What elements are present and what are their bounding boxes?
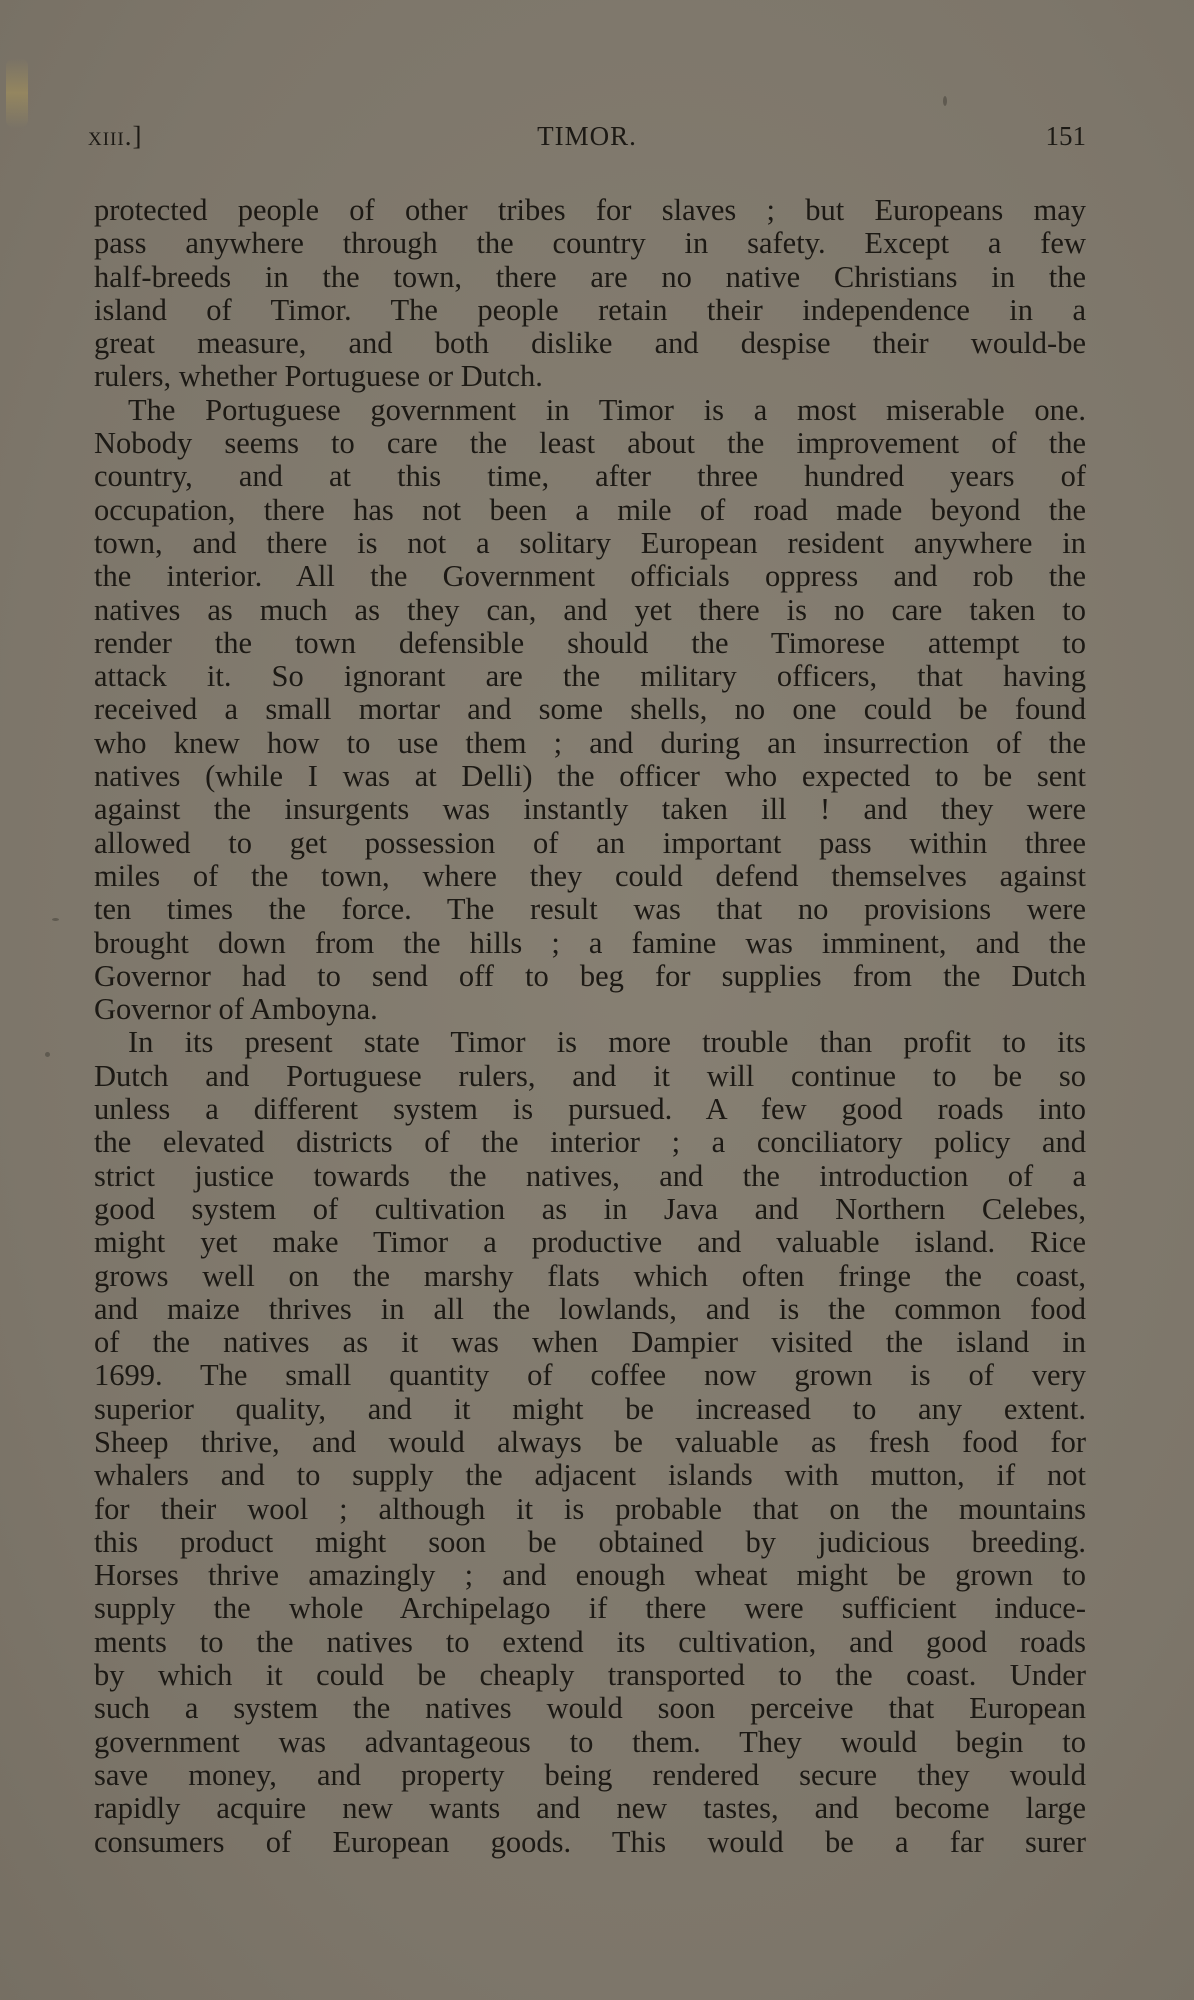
- text-line: this product might soon be obtained by judicious breeding.: [94, 1524, 1086, 1559]
- page-edge-stain: [6, 58, 28, 128]
- text-line: unless a different system is pursued. A few good roads into: [94, 1092, 1086, 1127]
- text-line: town, and there is not a solitary European resident anywhere in: [94, 525, 1086, 560]
- running-title: TIMOR.: [537, 121, 637, 151]
- text-line: consumers of European goods. This would be a far surer: [94, 1824, 1086, 1859]
- text-line: supply the whole Archipelago if there were sufficient induce-: [94, 1591, 1086, 1626]
- chapter-number: xiii.]: [88, 121, 143, 151]
- text-line: attack it. So ignorant are the military officers, that having: [94, 659, 1086, 694]
- text-line: island of Timor. The people retain their independence in a: [94, 292, 1086, 327]
- text-line: might yet make Timor a productive and valuable island. Rice: [94, 1225, 1086, 1260]
- text-line: ments to the natives to extend its cultivation, and good roads: [94, 1624, 1086, 1659]
- text-line: whalers and to supply the adjacent islands with mutton, if not: [94, 1458, 1086, 1493]
- text-line: superior quality, and it might be increased to any extent.: [94, 1391, 1086, 1426]
- text-line: received a small mortar and some shells, no one could be found: [94, 692, 1086, 727]
- text-line: great measure, and both dislike and despise their would-be: [94, 326, 1086, 361]
- text-line: of the natives as it was when Dampier visited the island in: [94, 1325, 1086, 1360]
- text-line: Horses thrive amazingly ; and enough wheat might be grown to: [94, 1558, 1086, 1593]
- text-line: such a system the natives would soon perceive that European: [94, 1691, 1086, 1726]
- text-line: by which it could be cheaply transported to the coast. Under: [94, 1658, 1086, 1693]
- text-line: render the town defensible should the Timorese attempt to: [94, 625, 1086, 660]
- text-line: and maize thrives in all the lowlands, and is the common food: [94, 1291, 1086, 1326]
- text-line: brought down from the hills ; a famine was imminent, and the: [94, 925, 1086, 960]
- text-line: In its present state Timor is more trouble than profit to its: [128, 1025, 1086, 1060]
- text-line: 1699. The small quantity of coffee now grown is of very: [94, 1358, 1086, 1393]
- text-line: who knew how to use them ; and during an insurrection of the: [94, 725, 1086, 760]
- page-number: 151: [1045, 121, 1086, 151]
- text-line: Governor of Amboyna.: [94, 992, 378, 1027]
- text-line: the interior. All the Government officials oppress and rob the: [94, 559, 1086, 594]
- body-text: [94, 194, 1086, 1859]
- text-line: strict justice towards the natives, and the introduction of a: [94, 1158, 1086, 1193]
- text-line: pass anywhere through the country in safety. Except a few: [94, 226, 1086, 261]
- ink-speck: [45, 1052, 50, 1057]
- text-line: protected people of other tribes for slaves ; but Europeans may: [94, 193, 1086, 227]
- text-line: half-breeds in the town, there are no native Christians in the: [94, 259, 1086, 294]
- text-line: occupation, there has not been a mile of road made beyond the: [94, 492, 1086, 527]
- text-line: ten times the force. The result was that no provisions were: [94, 892, 1086, 927]
- text-line: miles of the town, where they could defend themselves against: [94, 858, 1086, 893]
- text-line: natives as much as they can, and yet there is no care taken to: [94, 592, 1086, 627]
- text-line: The Portuguese government in Timor is a most miserable one.: [128, 392, 1086, 427]
- text-line: save money, and property being rendered secure they would: [94, 1757, 1086, 1792]
- text-line: government was advantageous to them. They would begin to: [94, 1724, 1086, 1759]
- text-line: rulers, whether Portuguese or Dutch.: [94, 359, 543, 394]
- text-line: Dutch and Portuguese rulers, and it will continue to be so: [94, 1058, 1086, 1093]
- ink-speck: [943, 96, 947, 106]
- text-line: the elevated districts of the interior ; a conciliatory policy and: [94, 1125, 1086, 1160]
- text-line: Sheep thrive, and would always be valuable as fresh food for: [94, 1424, 1086, 1459]
- text-line: allowed to get possession of an important pass within three: [94, 825, 1086, 860]
- ink-speck: [52, 918, 59, 921]
- text-line: for their wool ; although it is probable that on the mountains: [94, 1491, 1086, 1526]
- text-line: good system of cultivation as in Java and Northern Celebes,: [94, 1191, 1086, 1226]
- text-line: country, and at this time, after three hundred years of: [94, 459, 1086, 494]
- running-head: [88, 116, 1086, 156]
- text-line: Nobody seems to care the least about the improvement of the: [94, 426, 1086, 461]
- text-line: rapidly acquire new wants and new tastes, and become large: [94, 1791, 1086, 1826]
- text-line: Governor had to send off to beg for supplies from the Dutch: [94, 958, 1086, 993]
- text-line: natives (while I was at Delli) the officer who expected to be sent: [94, 759, 1086, 794]
- text-line: grows well on the marshy flats which often fringe the coast,: [94, 1258, 1086, 1293]
- text-line: against the insurgents was instantly taken ill ! and they were: [94, 792, 1086, 827]
